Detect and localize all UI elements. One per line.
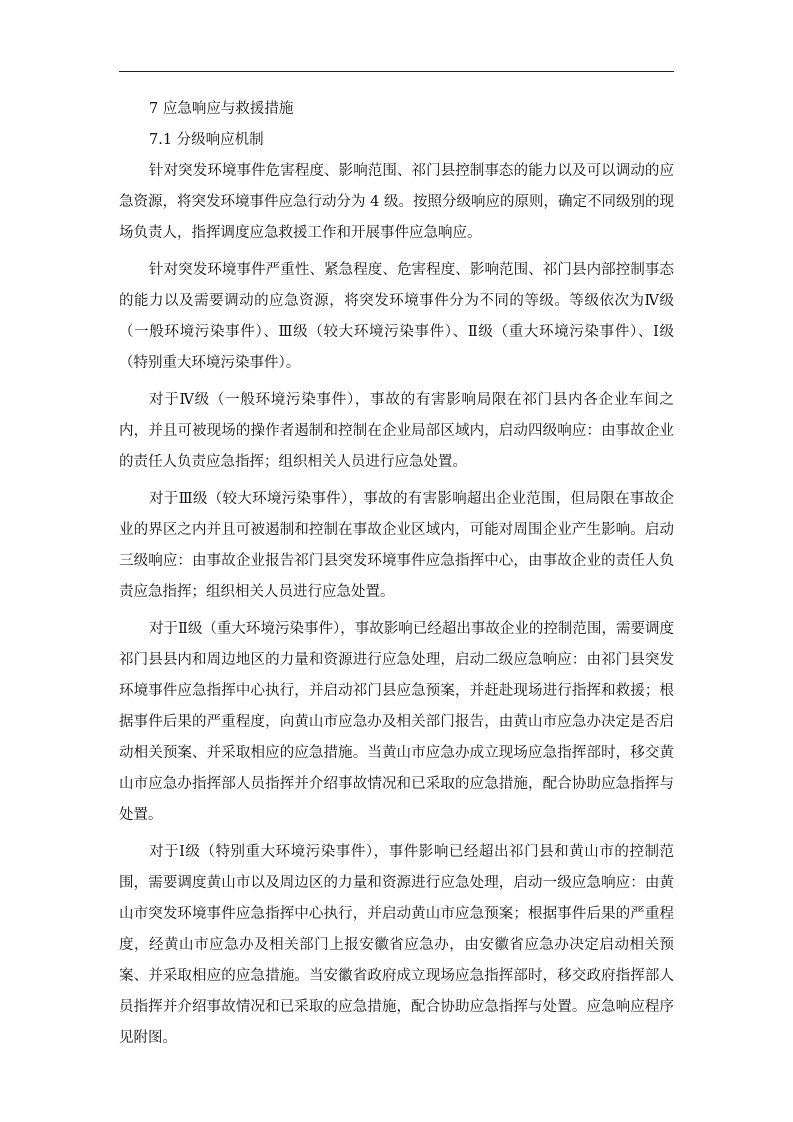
paragraph: 针对突发环境事件严重性、紧急程度、危害程度、影响范围、祁门县内部控制事态的能力以及需要调动的应急资源，将突发环境事件分为不同的等级。等级依次为Ⅳ级（一般环境污染事件）、Ⅲ级（较大环境污染事件）、Ⅱ级（重大环境污染事件）、Ⅰ级（特别重大环境污染事件）。 [119, 262, 674, 371]
paragraph: 对于Ⅳ级（一般环境污染事件），事故的有害影响局限在祁门县内各企业车间之内，并且可被现场的操作者遏制和控制在企业局部区域内，启动四级响应：由事故企业的责任人负责应急指挥；组织相关人员进行应急处置。 [119, 392, 674, 470]
paragraph: 对于Ⅰ级（特别重大环境污染事件），事件影响已经超出祁门县和黄山市的控制范围，需要调度黄山市以及周边区的力量和资源进行应急处理，启动一级应急响应：由黄山市突发环境事件应急指挥中心执行，并启动黄山市应急预案；根据事件后果的严重程度，经黄山市应急办及相关部门上报安徽省应急办，由安徽省应急办决定启动相关预案、并采取相应的应急措施。当安徽省政府成立现场应急指挥部时，移交政府指挥部人员指挥并介绍事故情况和已采取的应急措施，配合协助应急指挥与处置。应急响应程序见附图。 [119, 844, 674, 1046]
section-heading: 7 应急响应与救援措施 [149, 101, 294, 117]
paragraph: 对于Ⅲ级（较大环境污染事件），事故的有害影响超出企业范围，但局限在事故企业的界区之内并且可被遏制和控制在事故企业区域内，可能对周围企业产生影响。启动三级响应：由事故企业报告祁门县突发环境事件应急指挥中心，由事故企业的责任人负责应急指挥；组织相关人员进行应急处置。 [119, 491, 674, 600]
paragraph: 针对突发环境事件危害程度、影响范围、祁门县控制事态的能力以及可以调动的应急资源，将突发环境事件应急行动分为 4 级。按照分级响应的原则，确定不同级别的现场负责人，指挥调度应急救援工作和开展事件应急响应。 [119, 163, 674, 241]
subsection-heading: 7.1 分级响应机制 [149, 132, 264, 148]
header-rule [119, 71, 674, 72]
paragraph: 对于Ⅱ级（重大环境污染事件），事故影响已经超出事故企业的控制范围，需要调度祁门县县内和周边地区的力量和资源进行应急处理，启动二级应急响应：由祁门县突发环境事件应急指挥中心执行，并启动祁门县应急预案，并赶赴现场进行指挥和救援；根据事件后果的严重程度，向黄山市应急办及相关部门报告，由黄山市应急办决定是否启动相关预案、并采取相应的应急措施。当黄山市应急办成立现场应急指挥部时，移交黄山市应急办指挥部人员指挥并介绍事故情况和已采取的应急措施，配合协助应急指挥与处置。 [119, 621, 674, 823]
document-body [119, 94, 674, 1054]
